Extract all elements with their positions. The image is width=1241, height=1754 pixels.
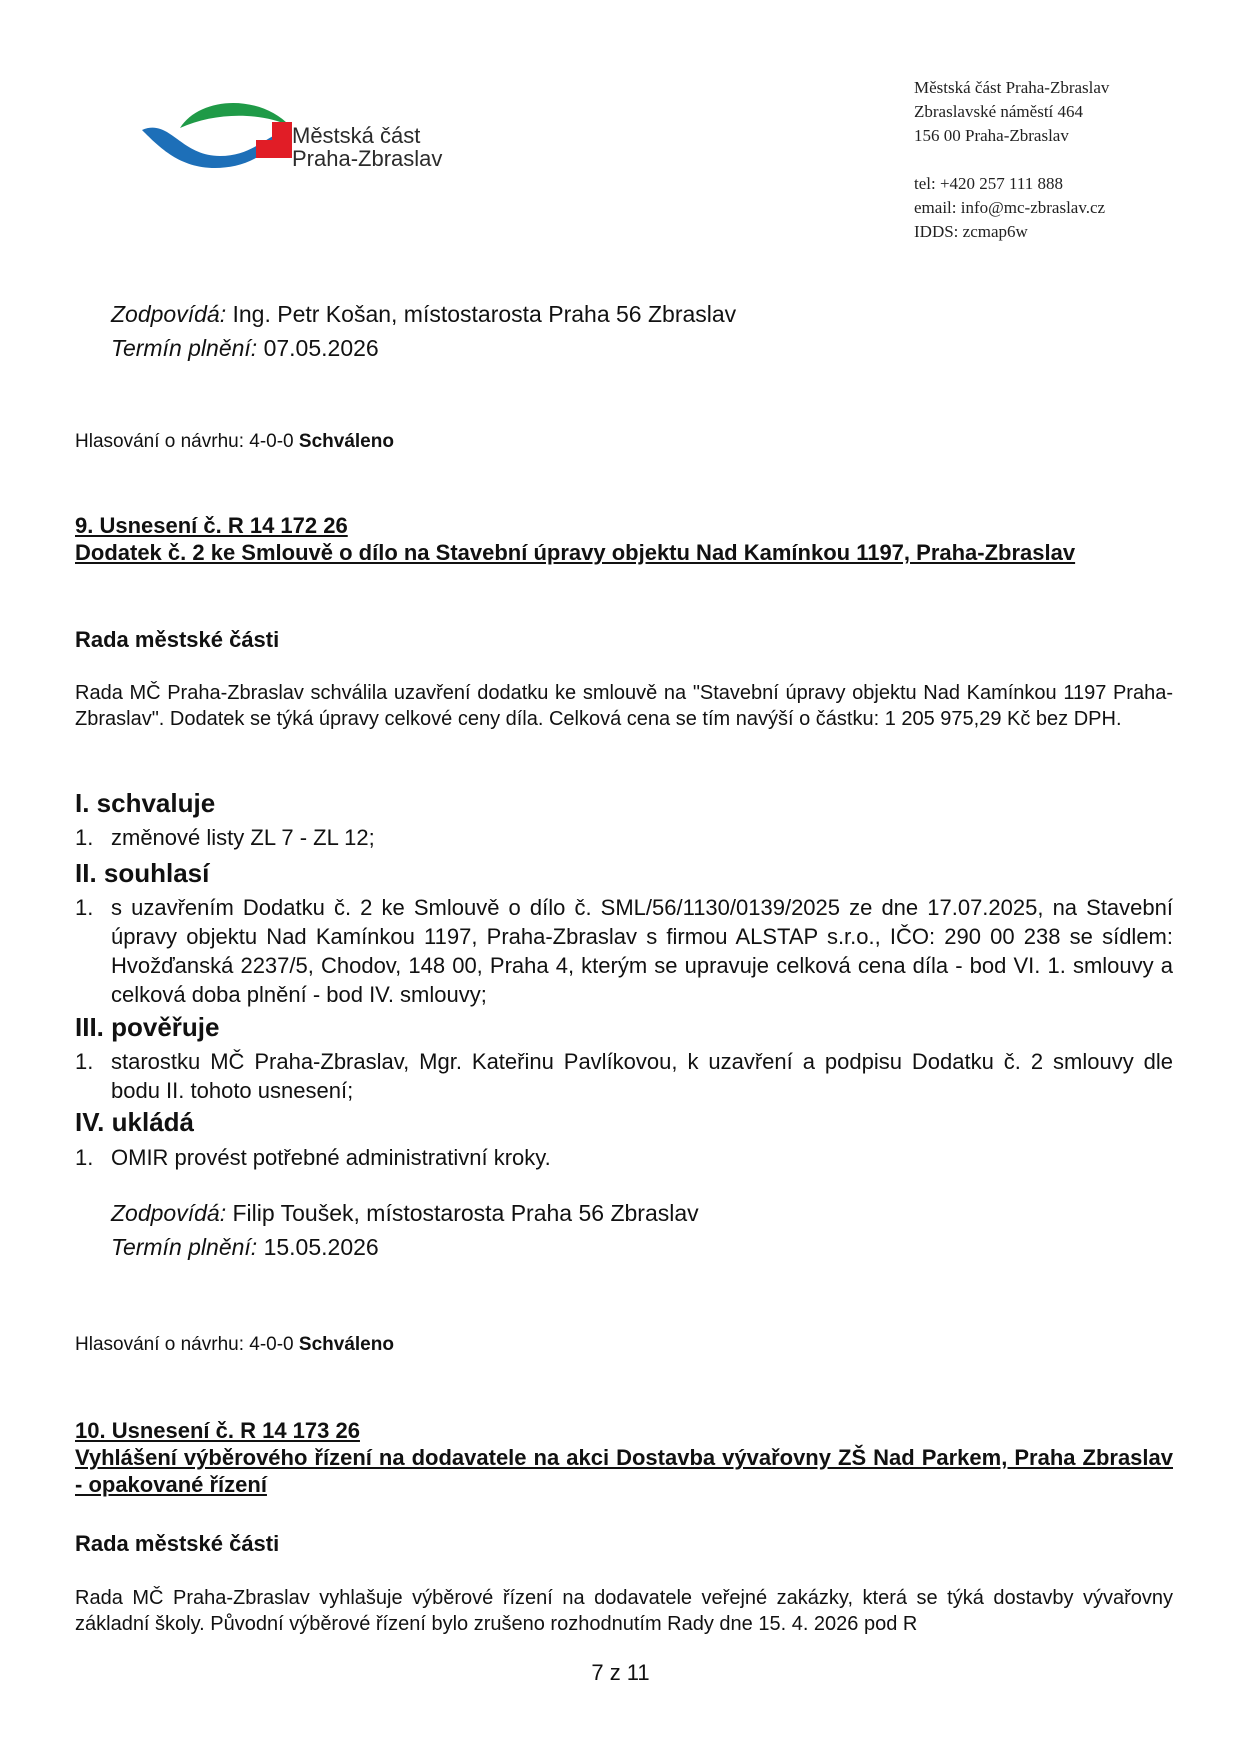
item-text: s uzavřením Dodatku č. 2 ke Smlouvě o dílo č. SML/56/1130/0139/2025 ze dne 17.07.2025, na Stavební úpravy objektu Nad Kamínkou 1197, Praha-Zbraslav s firmou ALSTAP s.r.o., IČO: 290 00 238 se sídlem: Hvožďanská 2237/5, Chodov, 148 00, Praha 4, kterým se upravuje celková cena díla - bod VI. 1. smlouvy a celková doba plnění - bod IV. smlouvy; — [111, 895, 1173, 1007]
res9-heading — [75, 512, 1173, 566]
prev-vote-status: Schváleno — [298, 431, 394, 452]
res9-title: Dodatek č. 2 ke Smlouvě o dílo na Stavební úpravy objektu Nad Kamínkou 1197, Praha-Zbraslav — [75, 540, 1076, 565]
res9-deadline — [111, 1230, 379, 1264]
item-number: 1. — [75, 1049, 94, 1074]
res9-agrees-item — [75, 893, 1173, 1013]
prev-vote — [75, 431, 394, 453]
prev-deadline — [111, 331, 379, 365]
res9-deadline-label: Termín plnění: — [111, 1234, 258, 1260]
prev-deadline-label: Termín plnění: — [111, 335, 258, 361]
res9-approves-item — [75, 823, 1173, 853]
office-idds: IDDS: zcmap6w — [914, 222, 1028, 241]
logo-line-1: Městská část — [292, 123, 421, 148]
res9-section-approves: I. schvaluje — [75, 788, 216, 818]
res10-heading — [75, 1417, 1173, 1498]
res9-responsible — [111, 1196, 699, 1230]
prev-responsible-value: Ing. Petr Košan, místostarosta Praha 56 Zbraslav — [226, 301, 737, 327]
res9-deadline-value: 15.05.2026 — [257, 1234, 379, 1260]
office-name: Městská část Praha-Zbraslav — [914, 78, 1110, 97]
prev-responsible-label: Zodpovídá: — [111, 301, 227, 327]
res9-vote — [75, 1334, 394, 1356]
logo-wordmark — [292, 124, 442, 170]
item-number: 1. — [75, 1145, 94, 1170]
res9-section-agrees: II. souhlasí — [75, 858, 210, 888]
item-number: 1. — [75, 825, 94, 850]
office-address-block — [914, 76, 1109, 244]
office-email: email: info@mc-zbraslav.cz — [914, 198, 1106, 217]
office-street: Zbraslavské náměstí 464 — [914, 102, 1084, 121]
prev-responsible — [111, 297, 736, 331]
res9-authorizes-item — [75, 1047, 1173, 1107]
item-text: starostku MČ Praha-Zbraslav, Mgr. Kateřinu Pavlíkovou, k uzavření a podpisu Dodatku č. 2 smlouvy dle bodu II. tohoto usnesení; — [111, 1049, 1173, 1103]
res9-responsible-label: Zodpovídá: — [111, 1200, 227, 1226]
res9-body-label: Rada městské části — [75, 627, 280, 652]
logo-red-shape — [256, 122, 292, 158]
item-text: OMIR provést potřebné administrativní kroky. — [111, 1145, 551, 1170]
res10-title: Vyhlášení výběrového řízení na dodavatele na akci Dostavba vývařovny ZŠ Nad Parkem, Praha Zbraslav - opakované řízení — [75, 1445, 1173, 1497]
res9-vote-label: Hlasování o návrhu: — [75, 1334, 250, 1355]
page-number: 7 z 11 — [591, 1660, 650, 1685]
res10-number: 10. Usnesení č. R 14 173 26 — [75, 1418, 360, 1443]
res9-imposes-item — [75, 1143, 1173, 1173]
item-text: změnové listy ZL 7 - ZL 12; — [111, 825, 375, 850]
res9-vote-status: Schváleno — [298, 1334, 394, 1355]
res9-responsible-value: Filip Toušek, místostarosta Praha 56 Zbraslav — [226, 1200, 699, 1226]
res9-section-authorizes: III. pověřuje — [75, 1012, 220, 1042]
logo-line-2: Praha-Zbraslav — [292, 146, 443, 171]
res9-intro: Rada MČ Praha-Zbraslav schválila uzavření dodatku ke smlouvě na "Stavební úpravy objektu Nad Kamínkou 1197 Praha-Zbraslav". Dodatek se týká úpravy celkové ceny díla. Celková cena se tím navýší o částku: 1 205 975,29 Kč bez DPH. — [75, 682, 1173, 730]
res10-body-label: Rada městské části — [75, 1531, 280, 1556]
office-tel: tel: +420 257 111 888 — [914, 174, 1064, 193]
office-city: 156 00 Praha-Zbraslav — [914, 126, 1069, 145]
res9-vote-result: 4-0-0 — [249, 1334, 294, 1355]
res9-section-imposes: IV. ukládá — [75, 1107, 194, 1137]
prev-vote-result: 4-0-0 — [249, 431, 294, 452]
prev-deadline-value: 07.05.2026 — [257, 335, 379, 361]
item-number: 1. — [75, 895, 94, 920]
res10-intro: Rada MČ Praha-Zbraslav vyhlašuje výběrové řízení na dodavatele veřejné zakázky, která se týká dostavby vývařovny základní školy. Původní výběrové řízení bylo zrušeno rozhodnutím Rady dne 15. 4. 2026 pod R — [75, 1587, 1173, 1635]
res9-number: 9. Usnesení č. R 14 172 26 — [75, 513, 348, 538]
prev-vote-label: Hlasování o návrhu: — [75, 431, 250, 452]
